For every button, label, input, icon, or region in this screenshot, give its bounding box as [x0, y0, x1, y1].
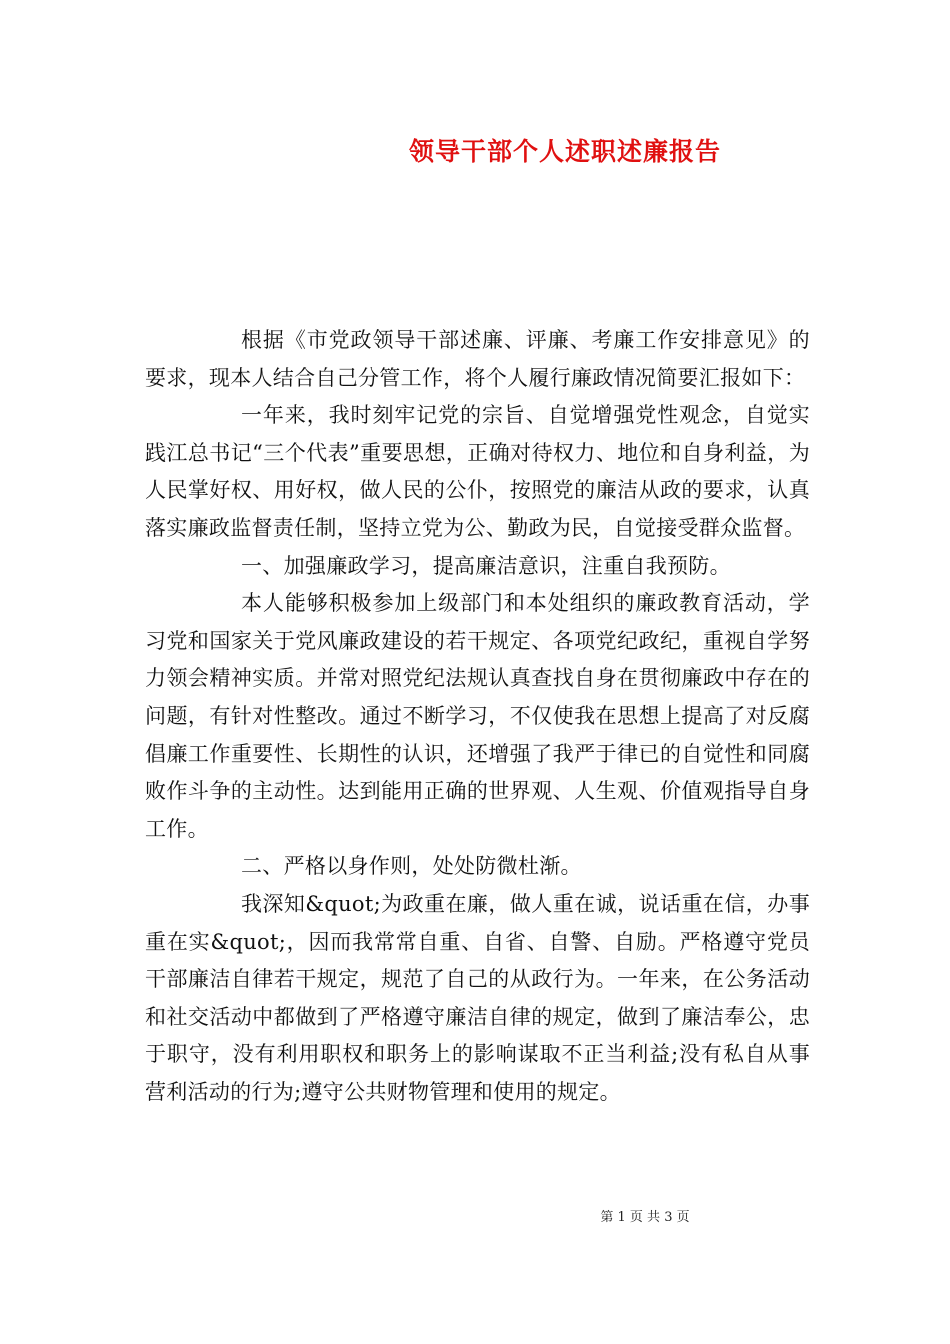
paragraph-overview: 一年来，我时刻牢记党的宗旨、自觉增强党性观念，自觉实践江总书记“三个代表”重要思想，正确对待权力、地位和自身利益，为人民掌好权、用好权，做人民的公仆，按照党的廉洁从政的要求，认真落实廉政监督责任制，坚持立党为公、勤政为民，自觉接受群众监督。 — [145, 403, 810, 540]
paragraph-section-2: 我深知&quot;为政重在廉，做人重在诚，说话重在信，办事重在实&quot;，因而我常常自重、自省、自警、自励。严格遵守党员干部廉洁自律若干规定，规范了自己的从政行为。一年来，在公务活动和社交活动中都做到了严格遵守廉洁自律的规定，做到了廉洁奉公，忠于职守，没有利用职权和职务上的影响谋取不正当利益;没有私自从事营利活动的行为;遵守公共财物管理和使用的规定。 — [145, 891, 810, 1104]
document-body — [145, 322, 810, 1111]
section-heading-1: 一、加强廉政学习，提高廉洁意识，注重自我预防。 — [241, 553, 731, 578]
section-heading-2: 二、严格以身作则，处处防微杜渐。 — [241, 854, 582, 879]
paragraph-section-1: 本人能够积极参加上级部门和本处组织的廉政教育活动，学习党和国家关于党风廉政建设的若干规定、各项党纪政纪，重视自学努力领会精神实质。并常对照党纪法规认真查找自身在贯彻廉政中存在的问题，有针对性整改。通过不断学习，不仅使我在思想上提高了对反腐倡廉工作重要性、长期性的认识，还增强了我严于律已的自觉性和同腐败作斗争的主动性。达到能用正确的世界观、人生观、价值观指导自身工作。 — [145, 591, 810, 841]
paragraph-intro: 根据《市党政领导干部述廉、评廉、考廉工作安排意见》的要求，现本人结合自己分管工作，将个人履行廉政情况简要汇报如下： — [145, 328, 810, 390]
page-footer: 第 1 页 共 3 页 — [600, 1210, 690, 1225]
document-title: 领导干部个人述职述廉报告 — [408, 137, 721, 166]
